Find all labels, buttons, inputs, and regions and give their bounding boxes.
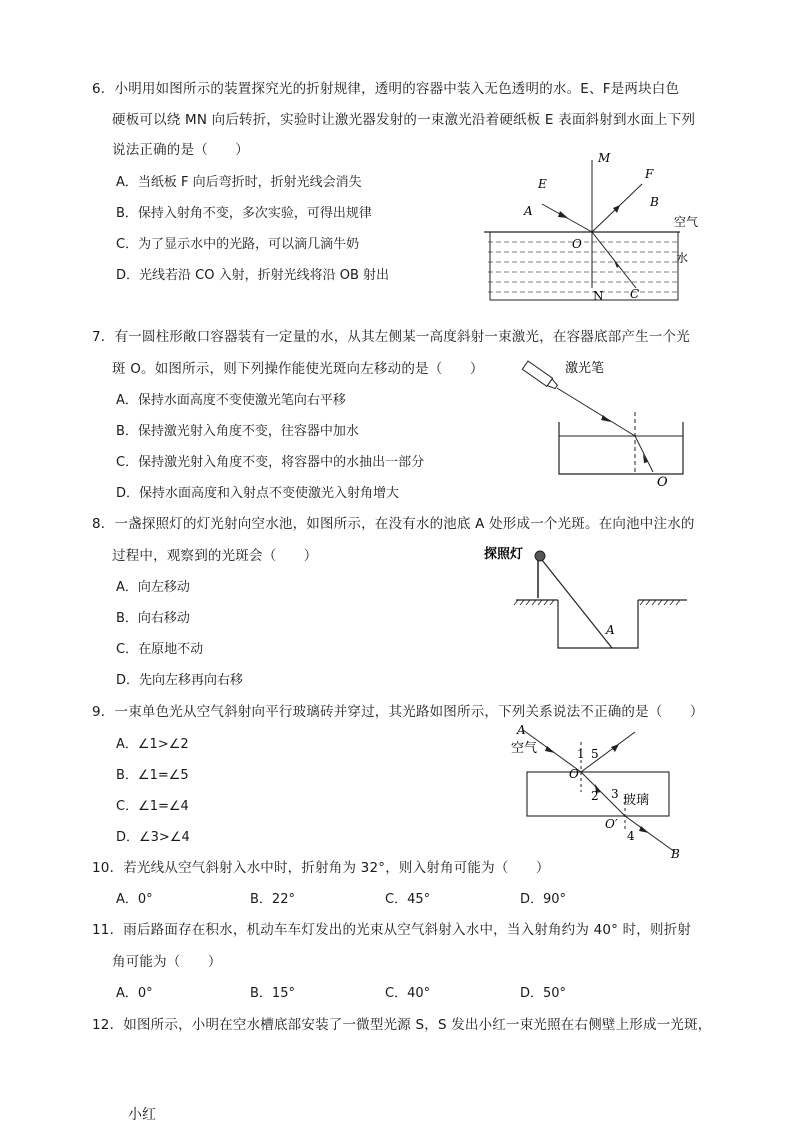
q11-option-b: B．15° [250, 986, 295, 1001]
q6-line-1: 6．小明用如图所示的装置探究光的折射规律，透明的容器中装入无色透明的水。E、F是两块白色 [92, 81, 680, 97]
q6-option-a: A．当纸板 F 向后弯折时，折射光线会消失 [116, 175, 362, 190]
q7-line-2: 斑 O。如图所示，则下列操作能使光斑向左移动的是（ ） [112, 361, 484, 377]
q8-option-b: B．向右移动 [116, 611, 190, 626]
q10-option-a: A．0° [116, 892, 153, 907]
q8-label-a: A [606, 623, 615, 637]
q7-label-o: O [657, 475, 668, 490]
q6-option-b: B．保持入射角不变，多次实验，可得出规律 [116, 206, 372, 221]
q6-label-c: C [630, 287, 640, 301]
q8-line-1: 8．一盏探照灯的灯光射向空水池，如图所示，在没有水的池底 A 处形成一个光斑。在向池中注水的 [92, 516, 695, 532]
q9-option-c: C．∠1=∠4 [116, 799, 189, 814]
q8-option-d: D．先向左移再向右移 [116, 673, 244, 688]
q7-option-c: C．保持激光射入角度不变，将容器中的水抽出一部分 [116, 455, 425, 470]
q6-label-water: 水 [676, 251, 689, 265]
q9-label-2: 2 [591, 789, 599, 803]
q11-option-d: D．50° [520, 986, 567, 1001]
q9-glass-figure [505, 720, 700, 862]
q11-line-2: 角可能为（ ） [112, 954, 222, 970]
q6-label-air: 空气 [674, 215, 699, 229]
q6-refraction-figure [480, 148, 705, 308]
q9-label-o-prime: O′ [605, 817, 618, 831]
q10-option-c: C．45° [385, 892, 431, 907]
q9-label-1: 1 [577, 747, 585, 761]
q9-option-d: D．∠3>∠4 [116, 830, 190, 845]
q6-option-d: D．光线若沿 CO 入射，折射光线将沿 OB 射出 [116, 268, 390, 283]
q6-label-f: F [645, 167, 654, 181]
q6-label-n: N [593, 289, 604, 303]
q6-label-e: E [538, 177, 547, 191]
q7-laser-figure [515, 352, 695, 492]
q9-label-glass: 玻璃 [623, 793, 650, 808]
q6-label-o: O [572, 237, 582, 251]
q9-label-a: A [517, 723, 526, 737]
q9-label-3: 3 [611, 787, 619, 801]
q11-option-c: C．40° [385, 986, 431, 1001]
q6-label-m: M [598, 151, 611, 165]
q9-option-a: A．∠1>∠2 [116, 737, 189, 752]
q7-label-pen: 激光笔 [565, 361, 605, 376]
q9-label-air: 空气 [511, 741, 538, 756]
q8-label-lamp: 探照灯 [484, 547, 524, 562]
q8-option-c: C．在原地不动 [116, 642, 204, 657]
q8-searchlight-figure [482, 540, 692, 656]
q12-line-1: 12．如图所示，小明在空水槽底部安装了一微型光源 S，S 发出小红一束光照在右侧壁上形成一光斑， [92, 1017, 712, 1033]
q9-label-o: O [569, 767, 579, 781]
q8-option-a: A．向左移动 [116, 580, 190, 595]
q9-option-b: B．∠1=∠5 [116, 768, 189, 783]
q11-option-a: A．0° [116, 986, 153, 1001]
q6-line-3: 说法正确的是（ ） [112, 142, 249, 158]
q7-option-a: A．保持水面高度不变使激光笔向右平移 [116, 393, 346, 408]
q7-option-d: D．保持水面高度和入射点不变使激光入射角增大 [116, 486, 400, 501]
q6-label-b: B [650, 195, 659, 209]
q6-line-2: 硬板可以绕 MN 向后转折，实验时让激光器发射的一束激光沿着硬纸板 E 表面斜射到水面上下列 [112, 112, 696, 128]
q10-line-1: 10．若光线从空气斜射入水中时，折射角为 32°，则入射角可能为（ ） [92, 860, 550, 876]
q6-option-c: C．为了显示水中的光路，可以滴几滴牛奶 [116, 237, 360, 252]
q8-line-2: 过程中，观察到的光斑会（ ） [112, 548, 318, 564]
q12-footer-label: 小红 [128, 1107, 156, 1123]
q6-label-a: A [524, 204, 533, 218]
q9-label-b: B [671, 847, 680, 861]
q9-label-4: 4 [627, 829, 635, 843]
q10-option-b: B．22° [250, 892, 295, 907]
q10-option-d: D．90° [520, 892, 567, 907]
q11-line-1: 11．雨后路面存在积水，机动车车灯发出的光束从空气斜射入水中，当入射角约为 40° 时，则折射 [92, 922, 692, 938]
q7-option-b: B．保持激光射入角度不变，往容器中加水 [116, 424, 359, 439]
q7-line-1: 7．有一圆柱形敞口容器装有一定量的水，从其左侧某一高度斜射一束激光，在容器底部产生一个光 [92, 329, 690, 345]
q9-line-1: 9．一束单色光从空气斜射向平行玻璃砖并穿过，其光路如图所示，下列关系说法不正确的是（ ） [92, 704, 704, 720]
q9-label-5: 5 [591, 747, 599, 761]
